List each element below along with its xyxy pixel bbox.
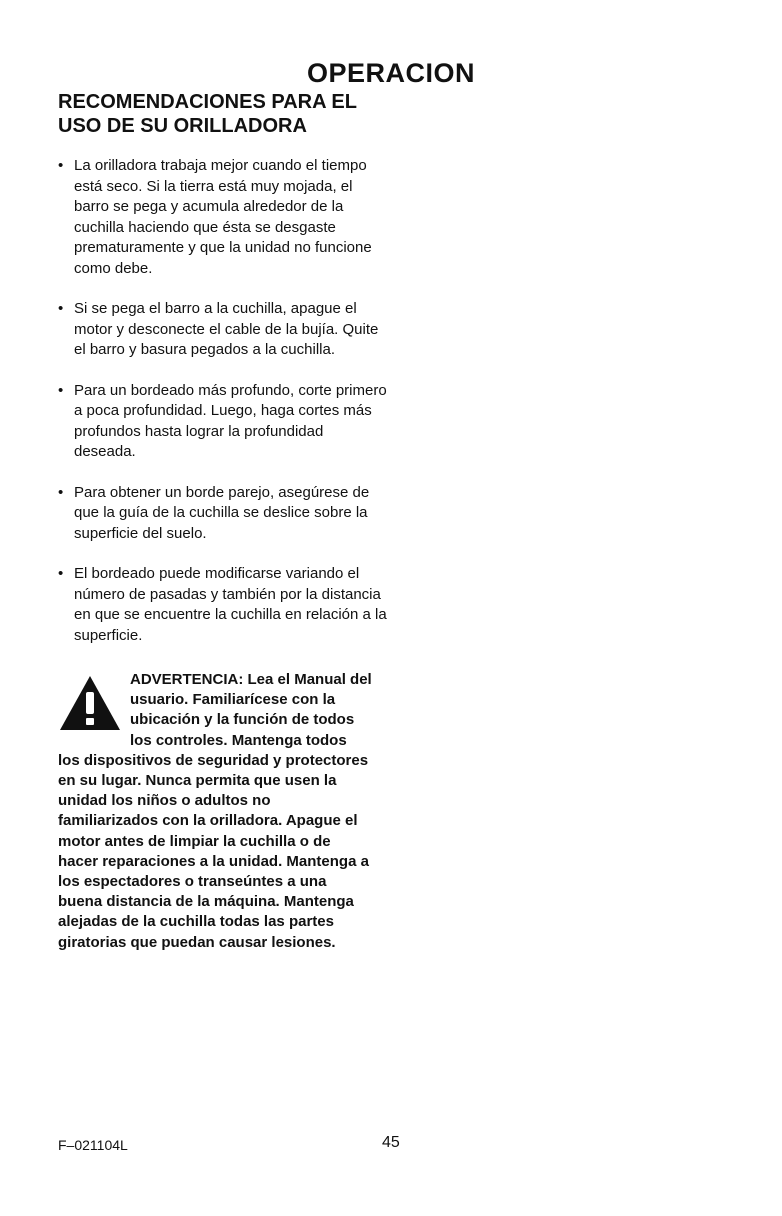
list-item <box>58 299 388 361</box>
section-title-line-1: RECOMENDACIONES PARA EL <box>58 91 357 113</box>
list-item <box>58 564 388 646</box>
list-item-text: La orilladora trabaja mejor cuando el tiempo está seco. Si la tierra está muy mojada, el barro se pega y acumula alrededor de la cuchilla haciendo que ésta se desgaste prematuramente y que la unidad no funcione como debe. <box>74 157 372 277</box>
bullet-icon: • <box>58 483 64 501</box>
document-code: F–021104L <box>58 1137 128 1153</box>
list-item-text: Para obtener un borde parejo, asegúrese de que la guía de la cuchilla se deslice sobre la superficie del suelo. <box>74 483 370 542</box>
page-title: OPERACION <box>306 58 476 88</box>
list-item-text: El bordeado puede modificarse variando el número de pasadas y también por la distancia en que se encuentre la cuchilla en relación a la superficie. <box>74 565 387 644</box>
bullet-icon: • <box>58 381 64 399</box>
bullet-icon: • <box>58 300 64 317</box>
page-number: 45 <box>382 1134 400 1151</box>
list-item <box>58 381 388 463</box>
warning-block <box>58 670 372 953</box>
warning-text: ADVERTENCIA: Lea el Manual del usuario. Familiarícese con la ubicación y la función de todos los controles. Mantenga todos los dispositivos de seguridad y protectores en su lugar. Nunca permita que usen la unidad los niños o adultos no familiarizados con la orilladora. Apague el motor antes de limpiar la cuchilla o de hacer reparaciones a la unidad. Mantenga a los espectadores o transeúntes a una buena distancia de la máquina. Mantenga alejadas de la cuchilla todas las partes giratorias que puedan causar lesiones. <box>58 671 372 951</box>
list-item <box>58 156 388 279</box>
section-title-line-2: USO DE SU ORILLADORA <box>58 115 307 137</box>
recommendations-list <box>58 156 388 666</box>
list-item <box>58 483 388 545</box>
bullet-icon: • <box>58 157 64 174</box>
list-item-text: Para un bordeado más profundo, corte primero a poca profundidad. Luego, haga cortes más profundos hasta lograr la profundidad deseada. <box>74 381 387 460</box>
section-title <box>58 90 388 138</box>
bullet-icon: • <box>58 565 64 582</box>
warning-triangle-icon <box>58 674 122 732</box>
list-item-text: Si se pega el barro a la cuchilla, apague el motor y desconecte el cable de la bujía. Quite el barro y basura pegados a la cuchilla. <box>74 300 379 358</box>
